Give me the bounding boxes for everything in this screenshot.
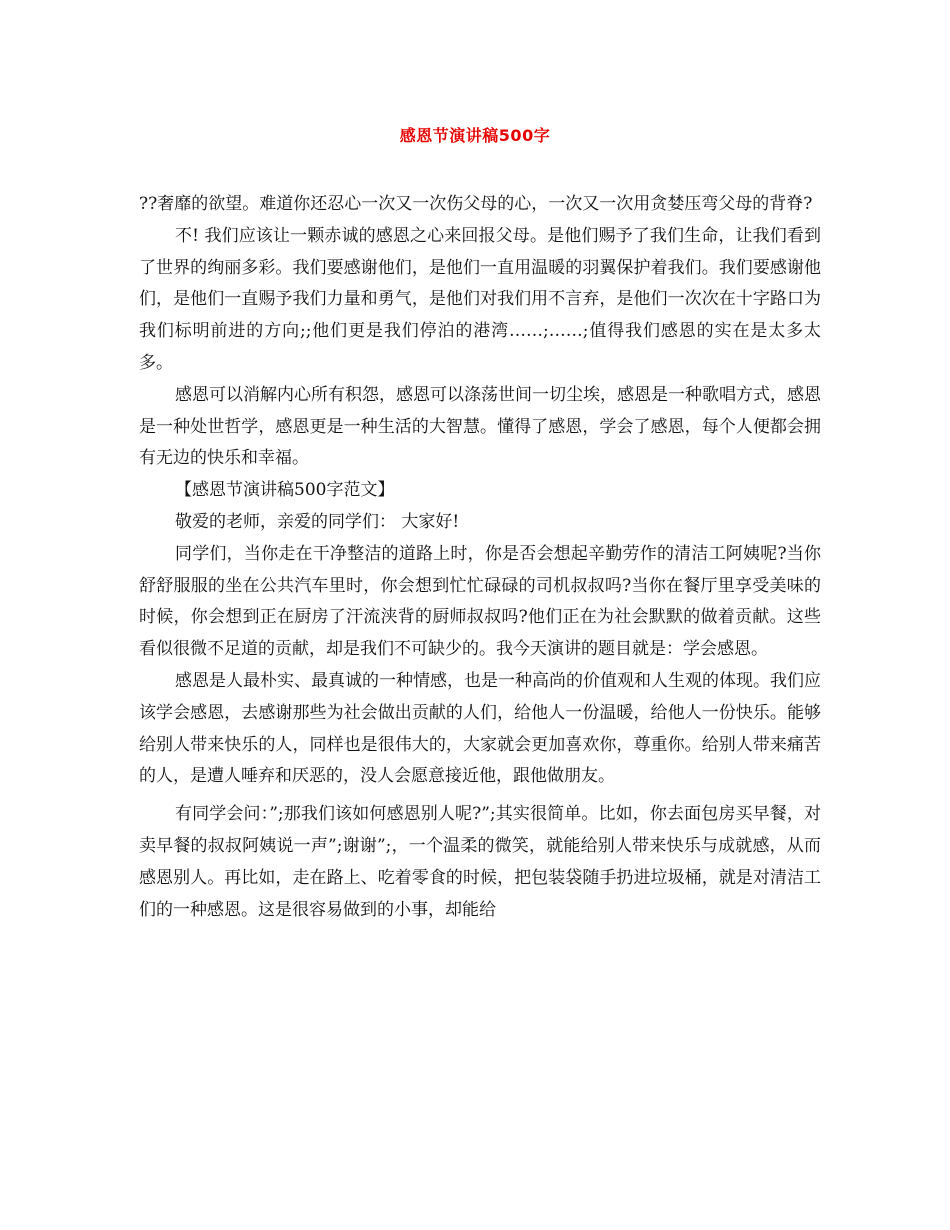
- paragraph: 不! 我们应该让一颗赤诚的感恩之心来回报父母。是他们赐予了我们生命，让我们看到了世界的绚丽多彩。我们要感谢他们，是他们一直用温暖的羽翼保护着我们。我们要感谢他们，是他们一直赐予我们力量和勇气，是他们对我们用不言弃，是他们一次次在十字路口为我们标明前进的方向;;他们更是我们停泊的港湾……;……;值得我们感恩的实在是太多太多。: [139, 225, 821, 373]
- section-heading: 【感恩节演讲稿500字范文】: [175, 480, 395, 501]
- paragraph: ??奢靡的欲望。难道你还忍心一次又一次伤父母的心，一次又一次用贪婪压弯父母的背脊?: [139, 194, 813, 214]
- document-body: [139, 189, 821, 926]
- paragraph: 同学们，当你走在干净整洁的道路上时，你是否会想起辛勤劳作的清洁工阿姨呢?当你舒舒服服的坐在公共汽车里时，你会想到忙忙碌碌的司机叔叔吗?当你在餐厅里享受美味的时候，你会想到正在厨房了汗流浃背的厨师叔叔吗?他们正在为社会默默的做着贡献。这些看似很微不足道的贡献，却是我们不可缺少的。我今天演讲的题目就是：学会感恩。: [139, 543, 821, 660]
- paragraph: 有同学会问：”;那我们该如何感恩别人呢?”;其实很简单。比如，你去面包房买早餐，对卖早餐的叔叔阿姨说一声”;谢谢”;，一个温柔的微笑，就能给别人带来快乐与成就感，从而感恩别人。再比如，走在路上、吃着零食的时候，把包装袋随手扔进垃圾桶，就是对清洁工们的一种感恩。这是很容易做到的小事，却能给: [139, 804, 821, 920]
- document-title: 感恩节演讲稿500字: [399, 126, 551, 145]
- paragraph: 感恩可以消解内心所有积怨，感恩可以涤荡世间一切尘埃，感恩是一种歌唱方式，感恩是一种处世哲学，感恩更是一种生活的大智慧。懂得了感恩，学会了感恩，每个人便都会拥有无边的快乐和幸福。: [139, 384, 821, 469]
- greeting: 敬爱的老师，亲爱的同学们： 大家好!: [175, 511, 460, 532]
- paragraph: 感恩是人最朴实、最真诚的一种情感，也是一种高尚的价值观和人生观的体现。我们应该学会感恩，去感谢那些为社会做出贡献的人们，给他人一份温暖，给他人一份快乐。能够给别人带来快乐的人，同样也是很伟大的，大家就会更加喜欢你，尊重你。给别人带来痛苦的人，是遭人唾弃和厌恶的，没人会愿意接近他，跟他做朋友。: [139, 670, 821, 787]
